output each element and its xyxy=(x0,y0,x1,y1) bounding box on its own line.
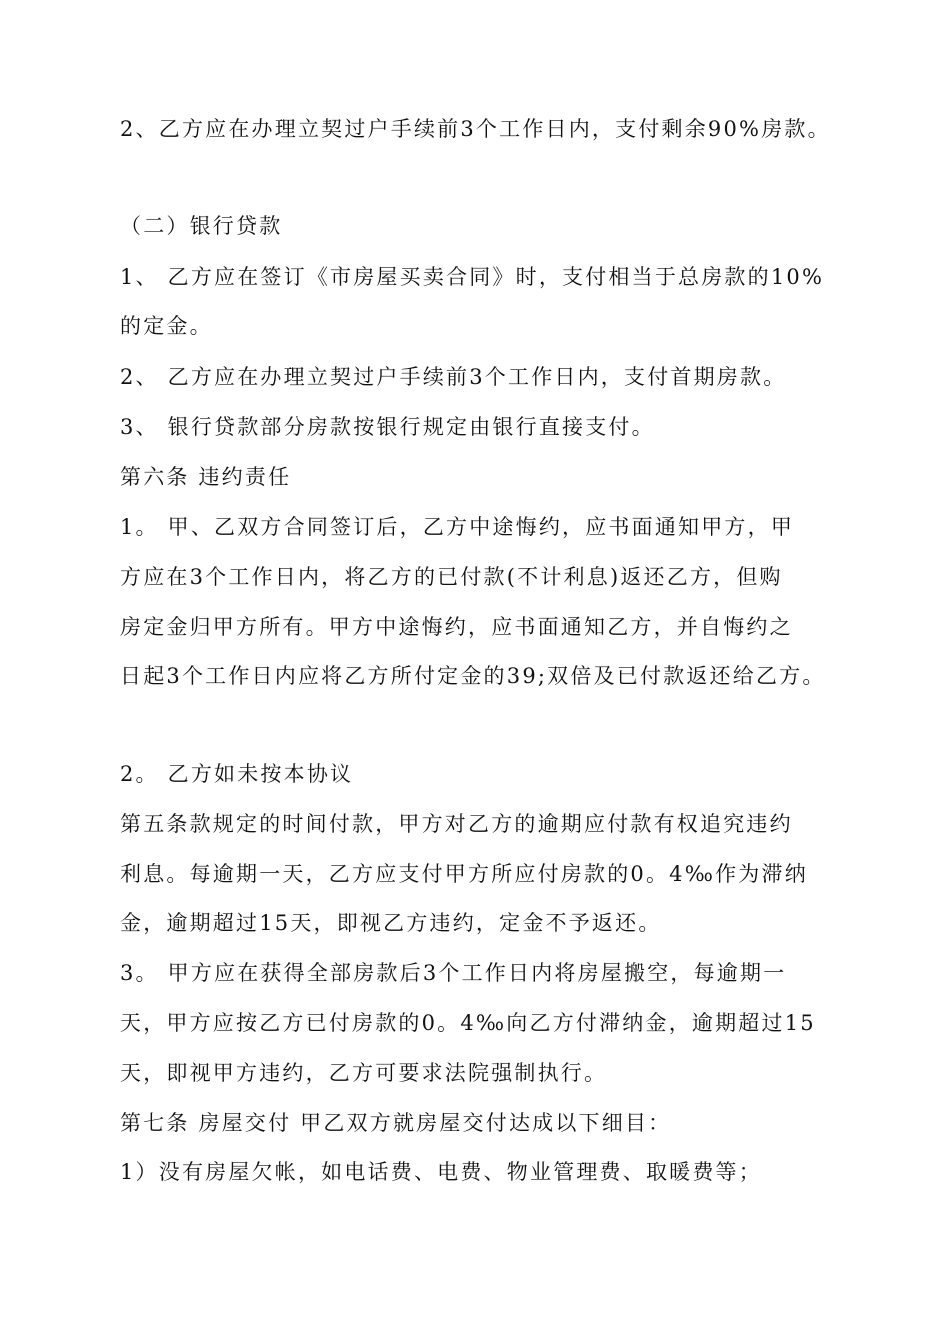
text-line: 3、 银行贷款部分房款按银行规定由银行直接支付。 xyxy=(120,415,655,439)
text-line: 3。 甲方应在获得全部房款后3个工作日内将房屋搬空，每逾期一 xyxy=(120,961,787,985)
text-line: 利息。每逾期一天，乙方应支付甲方所应付房款的0。4‰作为滞纳 xyxy=(120,862,808,886)
text-line: 的定金。 xyxy=(120,314,213,338)
article-heading: 第六条 违约责任 xyxy=(120,465,292,489)
text-line: 1。 甲、乙双方合同签订后，乙方中途悔约，应书面通知甲方，甲 xyxy=(120,515,795,539)
text-line: 第五条款规定的时间付款，甲方对乙方的逾期应付款有权追究违约 xyxy=(120,812,793,836)
text-line: 1）没有房屋欠帐，如电话费、电费、物业管理费、取暖费等； xyxy=(120,1160,762,1184)
text-line: 2、 乙方应在办理立契过户手续前3个工作日内，支付首期房款。 xyxy=(120,365,787,389)
text-line: 天，甲方应按乙方已付房款的0。4‰向乙方付滞纳金，逾期超过15 xyxy=(120,1011,816,1035)
text-line: 天，即视甲方违约，乙方可要求法院强制执行。 xyxy=(120,1061,608,1085)
article-heading: 第七条 房屋交付 甲乙双方就房屋交付达成以下细目： xyxy=(120,1111,672,1135)
text-line: 2。 乙方如未按本协议 xyxy=(120,762,354,786)
text-line: 日起3个工作日内应将乙方所付定金的39;双倍及已付款返还给乙方。 xyxy=(120,664,826,688)
text-line: 1、 乙方应在签订《市房屋买卖合同》时，支付相当于总房款的10% xyxy=(120,265,825,289)
section-heading: （二）银行贷款 xyxy=(120,214,283,238)
text-line: 2、乙方应在办理立契过户手续前3个工作日内，支付剩余90%房款。 xyxy=(120,117,831,141)
text-line: 方应在3个工作日内，将乙方的已付款(不计利息)返还乙方，但购 xyxy=(120,565,783,589)
text-line: 金，逾期超过15天，即视乙方违约，定金不予返还。 xyxy=(120,911,662,935)
text-line: 房定金归甲方所有。甲方中途悔约，应书面通知乙方，并自悔约之 xyxy=(120,615,793,639)
